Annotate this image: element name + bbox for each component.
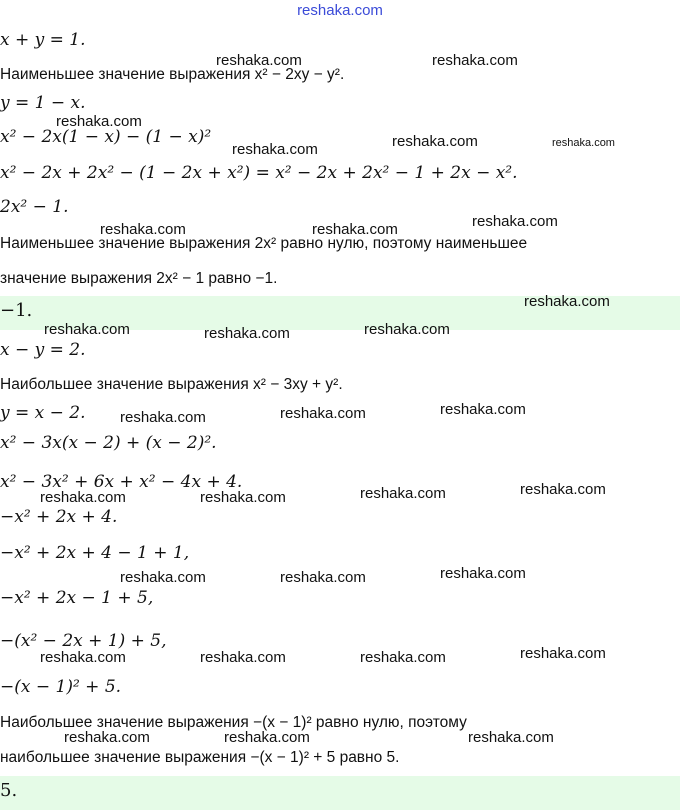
equation-line: x² − 3x² + 6x + x² − 4x + 4. bbox=[0, 472, 243, 492]
equation-line: x + y = 1. bbox=[0, 30, 86, 50]
equation-line: 2x² − 1. bbox=[0, 197, 69, 217]
equation-line: −(x − 1)² + 5. bbox=[0, 677, 122, 697]
watermark: reshaka.com bbox=[40, 649, 126, 666]
watermark: reshaka.com bbox=[200, 489, 286, 506]
watermark: reshaka.com bbox=[472, 213, 558, 230]
equation-line: −x² + 2x − 1 + 5, bbox=[0, 588, 154, 608]
watermark: reshaka.com bbox=[120, 569, 206, 586]
watermark: reshaka.com bbox=[40, 489, 126, 506]
watermark: reshaka.com bbox=[232, 141, 318, 158]
watermark: reshaka.com bbox=[204, 325, 290, 342]
equation-line: −x² + 2x + 4 − 1 + 1, bbox=[0, 543, 190, 563]
equation-line: x² − 2x + 2x² − (1 − 2x + x²) = x² − 2x + 2x² − 1 + 2x − x². bbox=[0, 163, 518, 183]
watermark: reshaka.com bbox=[312, 221, 398, 238]
watermark: reshaka.com bbox=[552, 137, 615, 149]
watermark: reshaka.com bbox=[392, 133, 478, 150]
equation-line: −(x² − 2x + 1) + 5, bbox=[0, 631, 167, 651]
watermark: reshaka.com bbox=[524, 293, 610, 310]
answer-value: −1. bbox=[0, 300, 33, 321]
statement-text: значение выражения 2x² − 1 равно −1. bbox=[0, 270, 278, 287]
answer-value: 5. bbox=[0, 780, 18, 801]
answer-box bbox=[0, 776, 680, 810]
statement-text: Наименьшее значение выражения x² − 2xy − y². bbox=[0, 66, 345, 83]
site-header-link[interactable]: reshaka.com bbox=[297, 2, 383, 19]
statement-text: Наименьшее значение выражения 2x² равно нулю, поэтому наименьшее bbox=[0, 235, 528, 252]
watermark: reshaka.com bbox=[360, 485, 446, 502]
watermark: reshaka.com bbox=[440, 565, 526, 582]
watermark: reshaka.com bbox=[364, 321, 450, 338]
equation-line: y = 1 − x. bbox=[0, 93, 86, 113]
watermark: reshaka.com bbox=[44, 321, 130, 338]
statement-text: наибольшее значение выражения −(x − 1)² + 5 равно 5. bbox=[0, 749, 400, 766]
watermark: reshaka.com bbox=[200, 649, 286, 666]
equation-line: −x² + 2x + 4. bbox=[0, 507, 118, 527]
watermark: reshaka.com bbox=[520, 481, 606, 498]
equation-line: y = x − 2. bbox=[0, 403, 86, 423]
watermark: reshaka.com bbox=[432, 52, 518, 69]
watermark: reshaka.com bbox=[224, 729, 310, 746]
watermark: reshaka.com bbox=[216, 52, 302, 69]
watermark: reshaka.com bbox=[468, 729, 554, 746]
watermark: reshaka.com bbox=[64, 729, 150, 746]
watermark: reshaka.com bbox=[120, 409, 206, 426]
watermark: reshaka.com bbox=[360, 649, 446, 666]
watermark: reshaka.com bbox=[440, 401, 526, 418]
watermark: reshaka.com bbox=[280, 569, 366, 586]
watermark: reshaka.com bbox=[280, 405, 366, 422]
equation-line: x − y = 2. bbox=[0, 340, 86, 360]
watermark: reshaka.com bbox=[520, 645, 606, 662]
statement-text: Наибольшее значение выражения −(x − 1)² равно нулю, поэтому bbox=[0, 714, 467, 731]
equation-line: x² − 2x(1 − x) − (1 − x)² bbox=[0, 127, 212, 147]
statement-text: Наибольшее значение выражения x² − 3xy + y². bbox=[0, 376, 343, 393]
equation-line: x² − 3x(x − 2) + (x − 2)². bbox=[0, 433, 217, 453]
watermark: reshaka.com bbox=[56, 113, 142, 130]
watermark: reshaka.com bbox=[100, 221, 186, 238]
